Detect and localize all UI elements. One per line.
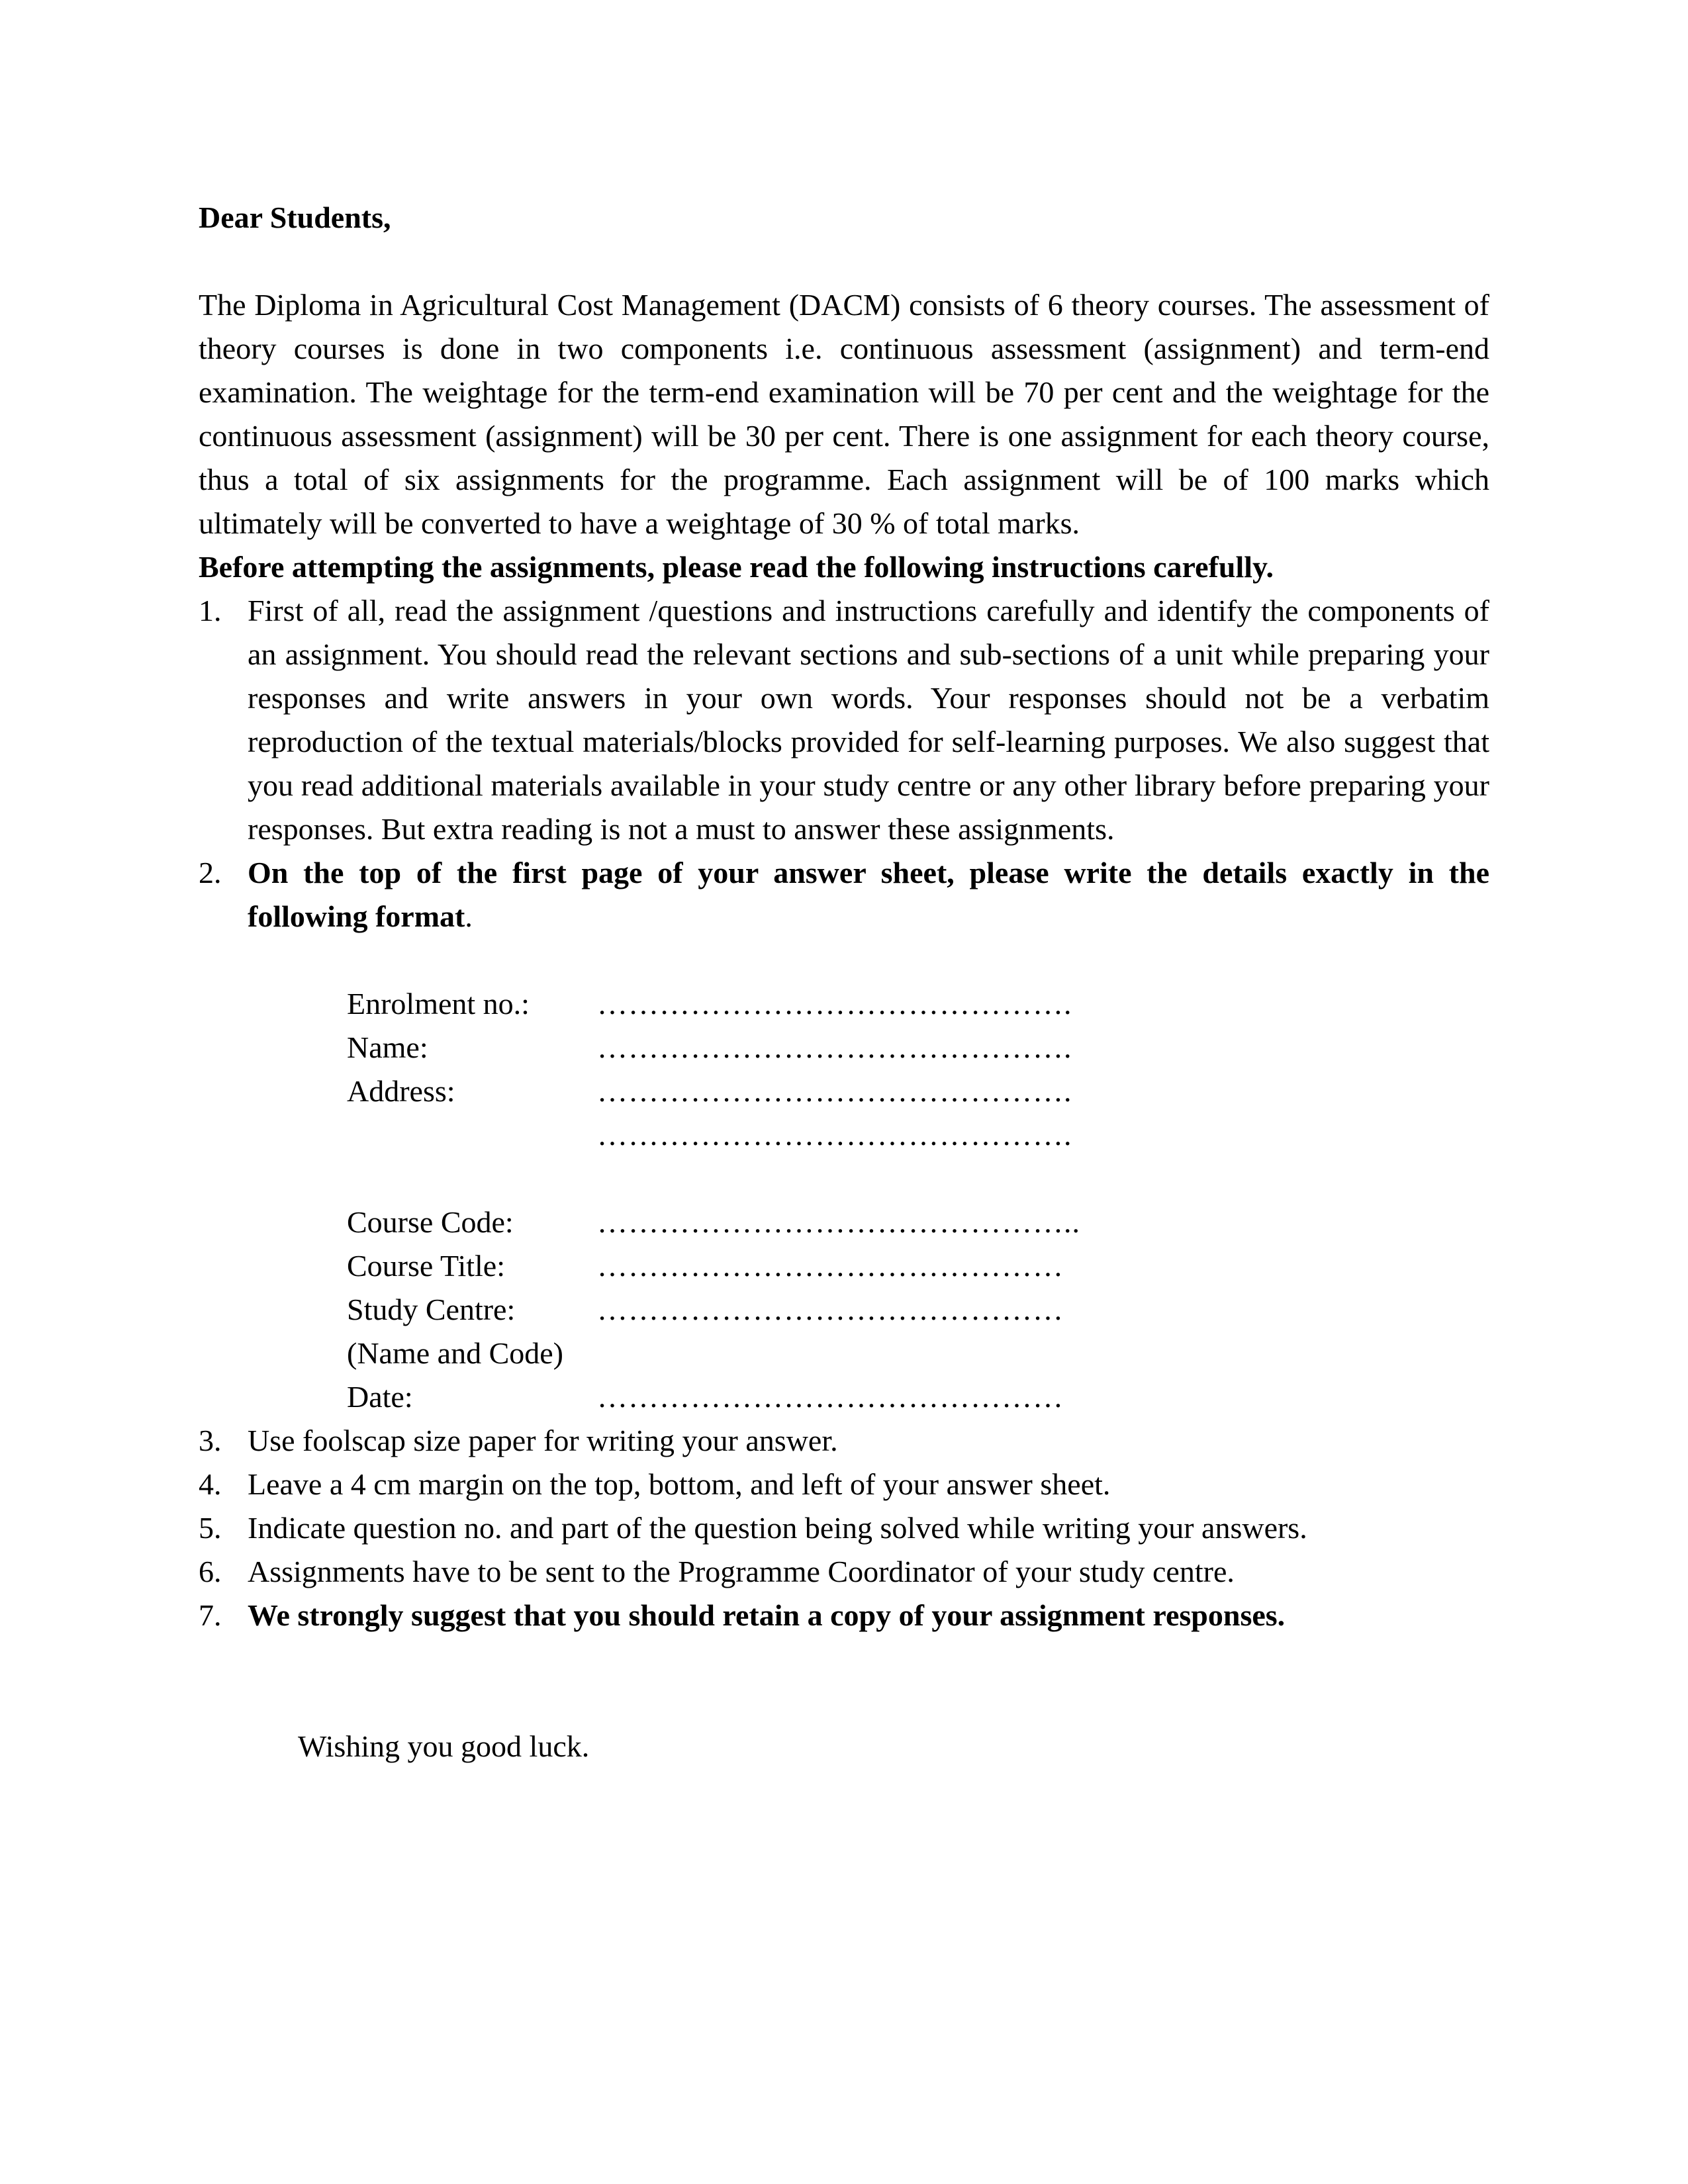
course-title-dots: ……………………………………… [597,1249,1064,1283]
address-label: Address: [347,1074,455,1108]
format-row-course-code [347,1201,1489,1244]
instruction-number: 7. [199,1598,222,1632]
instruction-item-3 [199,1419,1489,1463]
format-row-date [347,1375,1489,1419]
date-label: Date: [347,1380,413,1414]
format-row-address-2 [347,1113,1489,1157]
instruction-text: Use foolscap size paper for writing your answer. [248,1424,838,1457]
instruction-number: 4. [199,1467,222,1501]
format-row-enrolment [347,982,1489,1026]
instruction-item-7 [199,1594,1489,1637]
course-title-label: Course Title: [347,1249,506,1283]
empty-label [347,1113,597,1157]
instruction-text-bold: On the top of the first page of your answer sheet, please write the details exactly in the following format [248,856,1489,933]
salutation: Dear Students, [199,201,391,234]
format-row-name [347,1026,1489,1069]
intro-paragraph: The Diploma in Agricultural Cost Management (DACM) consists of 6 theory courses. The assessment of theory courses is done in two components i.e. continuous assessment (assignment) and term-end examination. The weightage for the term-end examination will be 70 per cent and the weightage for the continuous assessment (assignment) will be 30 per cent. There is one assignment for each theory course, thus a total of six assignments for the programme. Each assignment will be of 100 marks which ultimately will be converted to have a weightage of 30 % of total marks. [199,288,1489,540]
instruction-number: 5. [199,1511,222,1545]
instructions-list [199,589,1489,1637]
document-page [199,196,1489,1768]
instruction-text: First of all, read the assignment /questions and instructions carefully and identify the components of an assignment. You should read the relevant sections and sub-sections of a unit while preparing your responses and write answers in your own words. Your responses should not be a verbatim reproduction of the textual materials/blocks provided for self-learning purposes. We also suggest that you read additional materials available in your study centre or any other library before preparing your responses. But extra reading is not a must to answer these assignments. [248,594,1489,846]
instruction-text-tail: . [465,899,473,933]
enrolment-label: Enrolment no.: [347,987,530,1021]
instruction-text: We strongly suggest that you should retain a copy of your assignment responses. [248,1598,1286,1632]
study-centre-note: (Name and Code) [347,1336,563,1370]
format-spacer [347,1157,1489,1201]
instructions-heading: Before attempting the assignments, please read the following instructions carefully. [199,550,1274,584]
format-row-course-title [347,1244,1489,1288]
instruction-text: Indicate question no. and part of the question being solved while writing your answers. [248,1511,1307,1545]
format-row-study-centre-note [347,1332,1489,1375]
course-code-dots: ……………………………………….. [597,1205,1080,1239]
answer-sheet-format [347,982,1489,1419]
instruction-item-5 [199,1506,1489,1550]
instruction-number: 2. [199,856,222,889]
instruction-item-1 [199,589,1489,851]
name-label: Name: [347,1030,428,1064]
course-code-label: Course Code: [347,1205,514,1239]
instruction-item-6 [199,1550,1489,1594]
format-row-address [347,1069,1489,1113]
instruction-text: Assignments have to be sent to the Programme Coordinator of your study centre. [248,1555,1235,1588]
instruction-number: 6. [199,1555,222,1588]
date-dots: ……………………………………… [597,1380,1064,1414]
study-centre-label: Study Centre: [347,1293,516,1326]
study-centre-dots: ……………………………………… [597,1293,1064,1326]
closing-line: Wishing you good luck. [298,1729,590,1763]
format-row-study-centre [347,1288,1489,1332]
enrolment-dots: ………………………………………. [597,987,1072,1021]
instruction-item-4 [199,1463,1489,1506]
name-dots: ………………………………………. [597,1030,1072,1064]
instruction-text: Leave a 4 cm margin on the top, bottom, and left of your answer sheet. [248,1467,1111,1501]
instruction-item-2 [199,851,1489,1419]
instruction-number: 1. [199,594,222,627]
address-dots-1: ………………………………………. [597,1074,1072,1108]
address-dots-2: ………………………………………. [597,1118,1072,1152]
instruction-number: 3. [199,1424,222,1457]
